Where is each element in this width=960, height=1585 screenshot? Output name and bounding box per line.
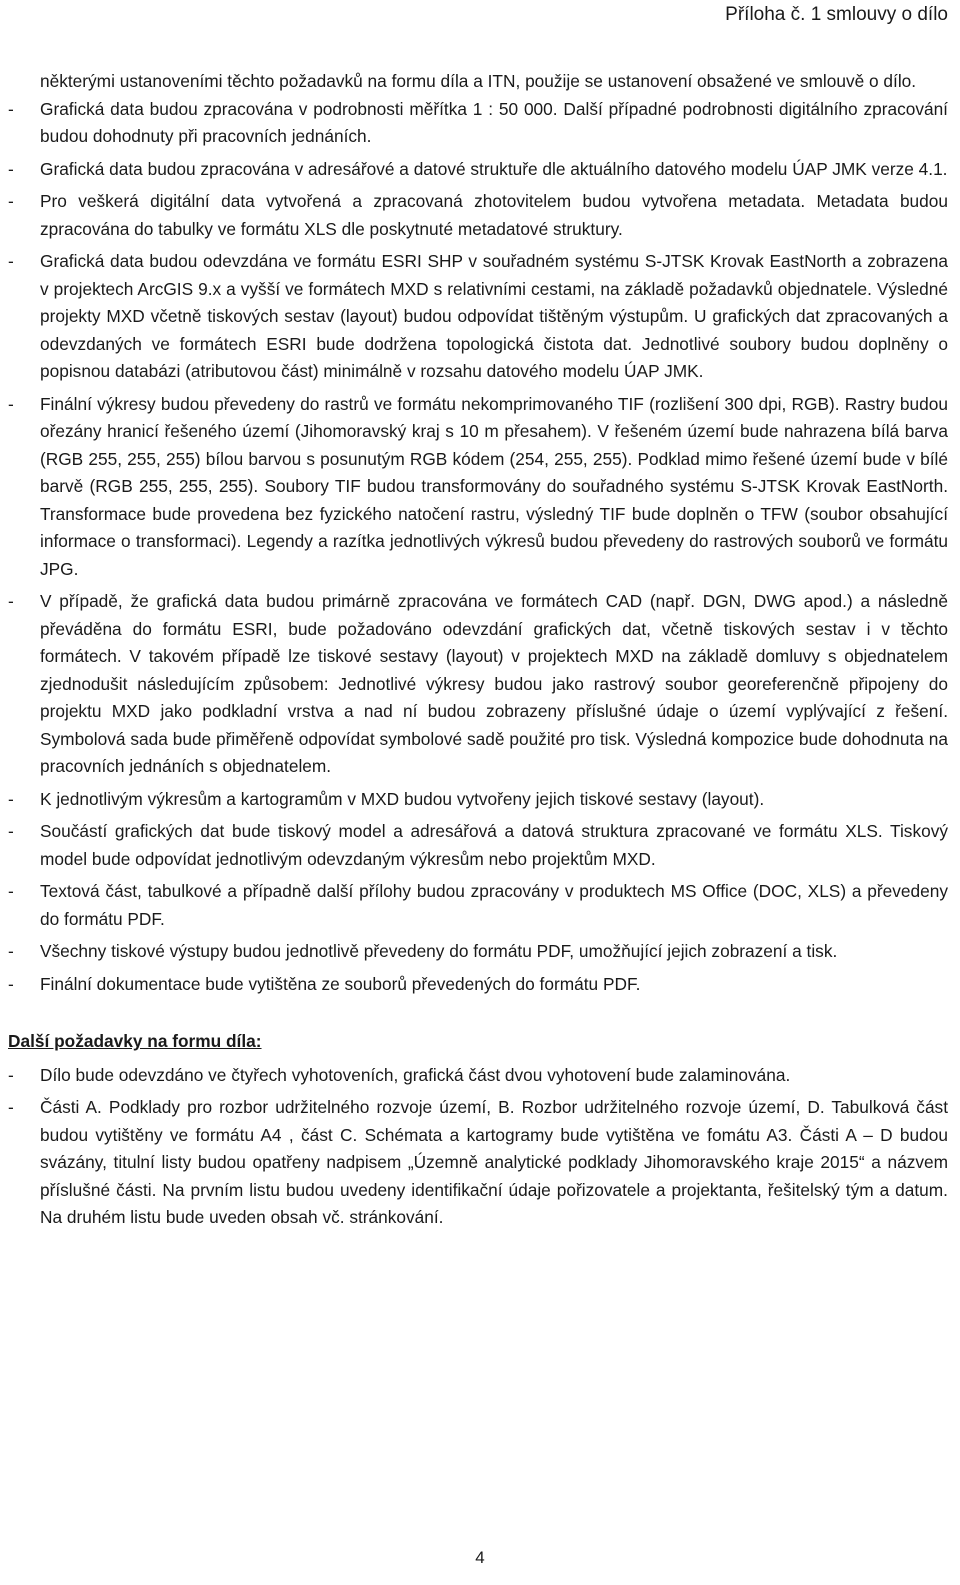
section-heading: Další požadavky na formu díla:: [8, 1031, 262, 1051]
list-item: - Finální dokumentace bude vytištěna ze souborů převedených do formátu PDF.: [8, 971, 948, 999]
requirements-list: [8, 96, 948, 999]
list-item: - K jednotlivým výkresům a kartogramům v MXD budou vytvořeny jejich tiskové sestavy (layout).: [8, 786, 948, 814]
list-item: - Grafická data budou zpracována v podrobnosti měřítka 1 : 50 000. Další případné podrobnosti digitálního zpracování budou dohodnuty při pracovních jednáních.: [8, 96, 948, 151]
list-item: - Textová část, tabulkové a případně další přílohy budou zpracovány v produktech MS Office (DOC, XLS) a převedeny do formátu PDF.: [8, 878, 948, 933]
page-number: 4: [475, 1548, 485, 1567]
list-item: - Dílo bude odevzdáno ve čtyřech vyhotoveních, grafická část dvou vyhotovení bude zalaminována.: [8, 1062, 948, 1090]
list-item: - Grafická data budou odevzdána ve formátu ESRI SHP v souřadném systému S-JTSK Krovak EastNorth a zobrazena v projektech ArcGIS 9.x a vyšší ve formátech MXD s relativními cestami, na základě požadavků objednatele. Výsledné projekty MXD včetně tiskových sestav (layout) budou odpovídat tištěným výstupům. U grafických dat zpracovaných a odevzdaných ve formátech ESRI bude dodržena topologická čistota dat. Jednotlivé soubory budou doplněny o popisnou databázi (atributovou část) minimálně v rozsahu datového modelu ÚAP JMK.: [8, 248, 948, 386]
list-item: - Finální výkresy budou převedeny do rastrů ve formátu nekomprimovaného TIF (rozlišení 300 dpi, RGB). Rastry budou ořezány hranicí řešeného území (Jihomoravský kraj s 10 m přesahem). V řešeném území bude nahrazena bílá barva (RGB 255, 255, 255) bílou barvou s posunutým RGB kódem (254, 255, 255). Podklad mimo řešené území bude v bílé barvě (RGB 255, 255, 255). Soubory TIF budou transformovány do souřadného systému S-JTSK Krovak EastNorth. Transformace bude provedena bez fyzického natočení rastru, výsledný TIF bude doplněn o TFW (soubor obsahující informace o transformaci). Legendy a razítka jednotlivých výkresů budou převedeny do rastrových souborů ve formátu JPG.: [8, 391, 948, 584]
list-item: - V případě, že grafická data budou primárně zpracována ve formátech CAD (např. DGN, DWG apod.) a následně převáděna do formátu ESRI, bude požadováno odevzdání grafických dat, včetně tiskových sestav i v těchto formátech. V takovém případě lze tiskové sestavy (layout) v projektech MXD na základě domluvy s objednatelem zjednodušit následujícím způsobem: Jednotlivé výkresy budou jako rastrový soubor georeferenčně připojeny do projektu MXD jako podkladní vrstva a nad ní budou zobrazeny příslušné údaje o území vyplývající z řešení. Symbolová sada bude přiměřeně odpovídat symbolové sadě použité pro tisk. Výsledná kompozice bude dohodnuta na pracovních jednáních s objednatelem.: [8, 588, 948, 781]
list-item: - Grafická data budou zpracována v adresářové a datové struktuře dle aktuálního datového modelu ÚAP JMK verze 4.1.: [8, 156, 948, 184]
list-item: - Pro veškerá digitální data vytvořená a zpracovaná zhotovitelem budou vytvořena metadata. Metadata budou zpracována do tabulky ve formátu XLS dle poskytnuté metadatové struktury.: [8, 188, 948, 243]
list-item: - Součástí grafických dat bude tiskový model a adresářová a datová struktura zpracované ve formátu XLS. Tiskový model bude odpovídat jednotlivým odevzdaným výkresům nebo projektům MXD.: [8, 818, 948, 873]
intro-paragraph: některými ustanoveními těchto požadavků na formu díla a ITN, použije se ustanovení obsažené ve smlouvě o dílo.: [40, 71, 917, 91]
additional-requirements-list: [8, 1062, 948, 1232]
document-body: [8, 68, 948, 1237]
list-item: - Všechny tiskové výstupy budou jednotlivě převedeny do formátu PDF, umožňující jejich zobrazení a tisk.: [8, 938, 948, 966]
list-item: - Části A. Podklady pro rozbor udržitelného rozvoje území, B. Rozbor udržitelného rozvoje území, D. Tabulková část budou vytištěny ve formátu A4 , část C. Schémata a kartogramy bude vytištěna ve fomátu A3. Části A – D budou svázány, titulní listy budou opatřeny nadpisem „Územně analytické podklady Jihomoravského kraje 2015“ a názvem příslušné části. Na prvním listu budou uvedeny identifikační údaje pořizovatele a projektanta, řešitelský tým a datum. Na druhém listu bude uveden obsah vč. stránkování.: [8, 1094, 948, 1232]
attachment-header: Příloha č. 1 smlouvy o dílo: [725, 4, 948, 25]
